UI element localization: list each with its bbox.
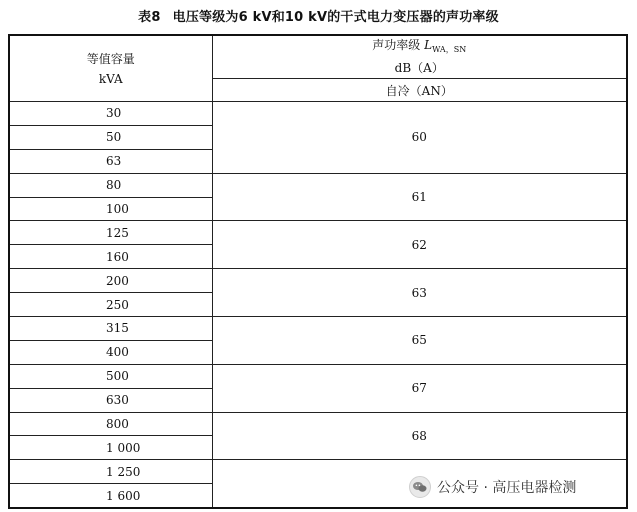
table-title — [0, 6, 637, 25]
capacity-cell: 63 — [9, 149, 212, 173]
table-caption: 电压等级为6 kV和10 kV的干式电力变压器的声功率级 — [172, 10, 499, 25]
capacity-cell: 50 — [9, 125, 212, 149]
sound-level-cell: 68 — [212, 412, 627, 460]
sound-power-header-label: 声功率级 $L_{WA,SN}$ — [372, 38, 467, 54]
capacity-cell: 250 — [9, 293, 212, 317]
capacity-cell: 400 — [9, 340, 212, 364]
sound-power-header — [212, 35, 627, 79]
sound-level-cell: 60 — [212, 102, 627, 174]
sound-level-cell: 67 — [212, 364, 627, 412]
table-body — [9, 102, 627, 509]
capacity-cell: 160 — [9, 245, 212, 269]
sound-level-cell: 62 — [212, 221, 627, 269]
capacity-cell: 1 250 — [9, 460, 212, 484]
capacity-cell: 200 — [9, 269, 212, 293]
capacity-header-label: 等值容量 — [86, 51, 135, 66]
capacity-header-unit: kVA — [98, 71, 123, 86]
capacity-cell: 500 — [9, 364, 212, 388]
capacity-cell: 30 — [9, 102, 212, 126]
capacity-cell: 630 — [9, 388, 212, 412]
watermark — [409, 476, 576, 498]
watermark-text: 公众号 · 高压电器检测 — [437, 480, 577, 496]
capacity-cell: 100 — [9, 197, 212, 221]
capacity-cell: 800 — [9, 412, 212, 436]
capacity-header — [9, 35, 212, 102]
table-row — [9, 269, 627, 293]
cooling-header: 自冷（AN） — [212, 79, 627, 102]
table-row — [9, 412, 627, 436]
table-number: 表8 — [138, 10, 161, 25]
sound-power-table — [8, 34, 628, 509]
table-row — [9, 317, 627, 341]
table-row — [9, 102, 627, 126]
sound-level-cell: 63 — [212, 269, 627, 317]
table-row — [9, 173, 627, 197]
table-row — [9, 221, 627, 245]
sound-power-header-unit: dB（A） — [394, 61, 444, 75]
capacity-cell: 125 — [9, 221, 212, 245]
capacity-cell: 315 — [9, 317, 212, 341]
sound-level-cell: 61 — [212, 173, 627, 221]
capacity-cell: 1 600 — [9, 484, 212, 508]
sound-level-cell: 65 — [212, 317, 627, 365]
wechat-icon — [409, 476, 431, 498]
capacity-cell: 1 000 — [9, 436, 212, 460]
capacity-cell: 80 — [9, 173, 212, 197]
table-row — [9, 364, 627, 388]
